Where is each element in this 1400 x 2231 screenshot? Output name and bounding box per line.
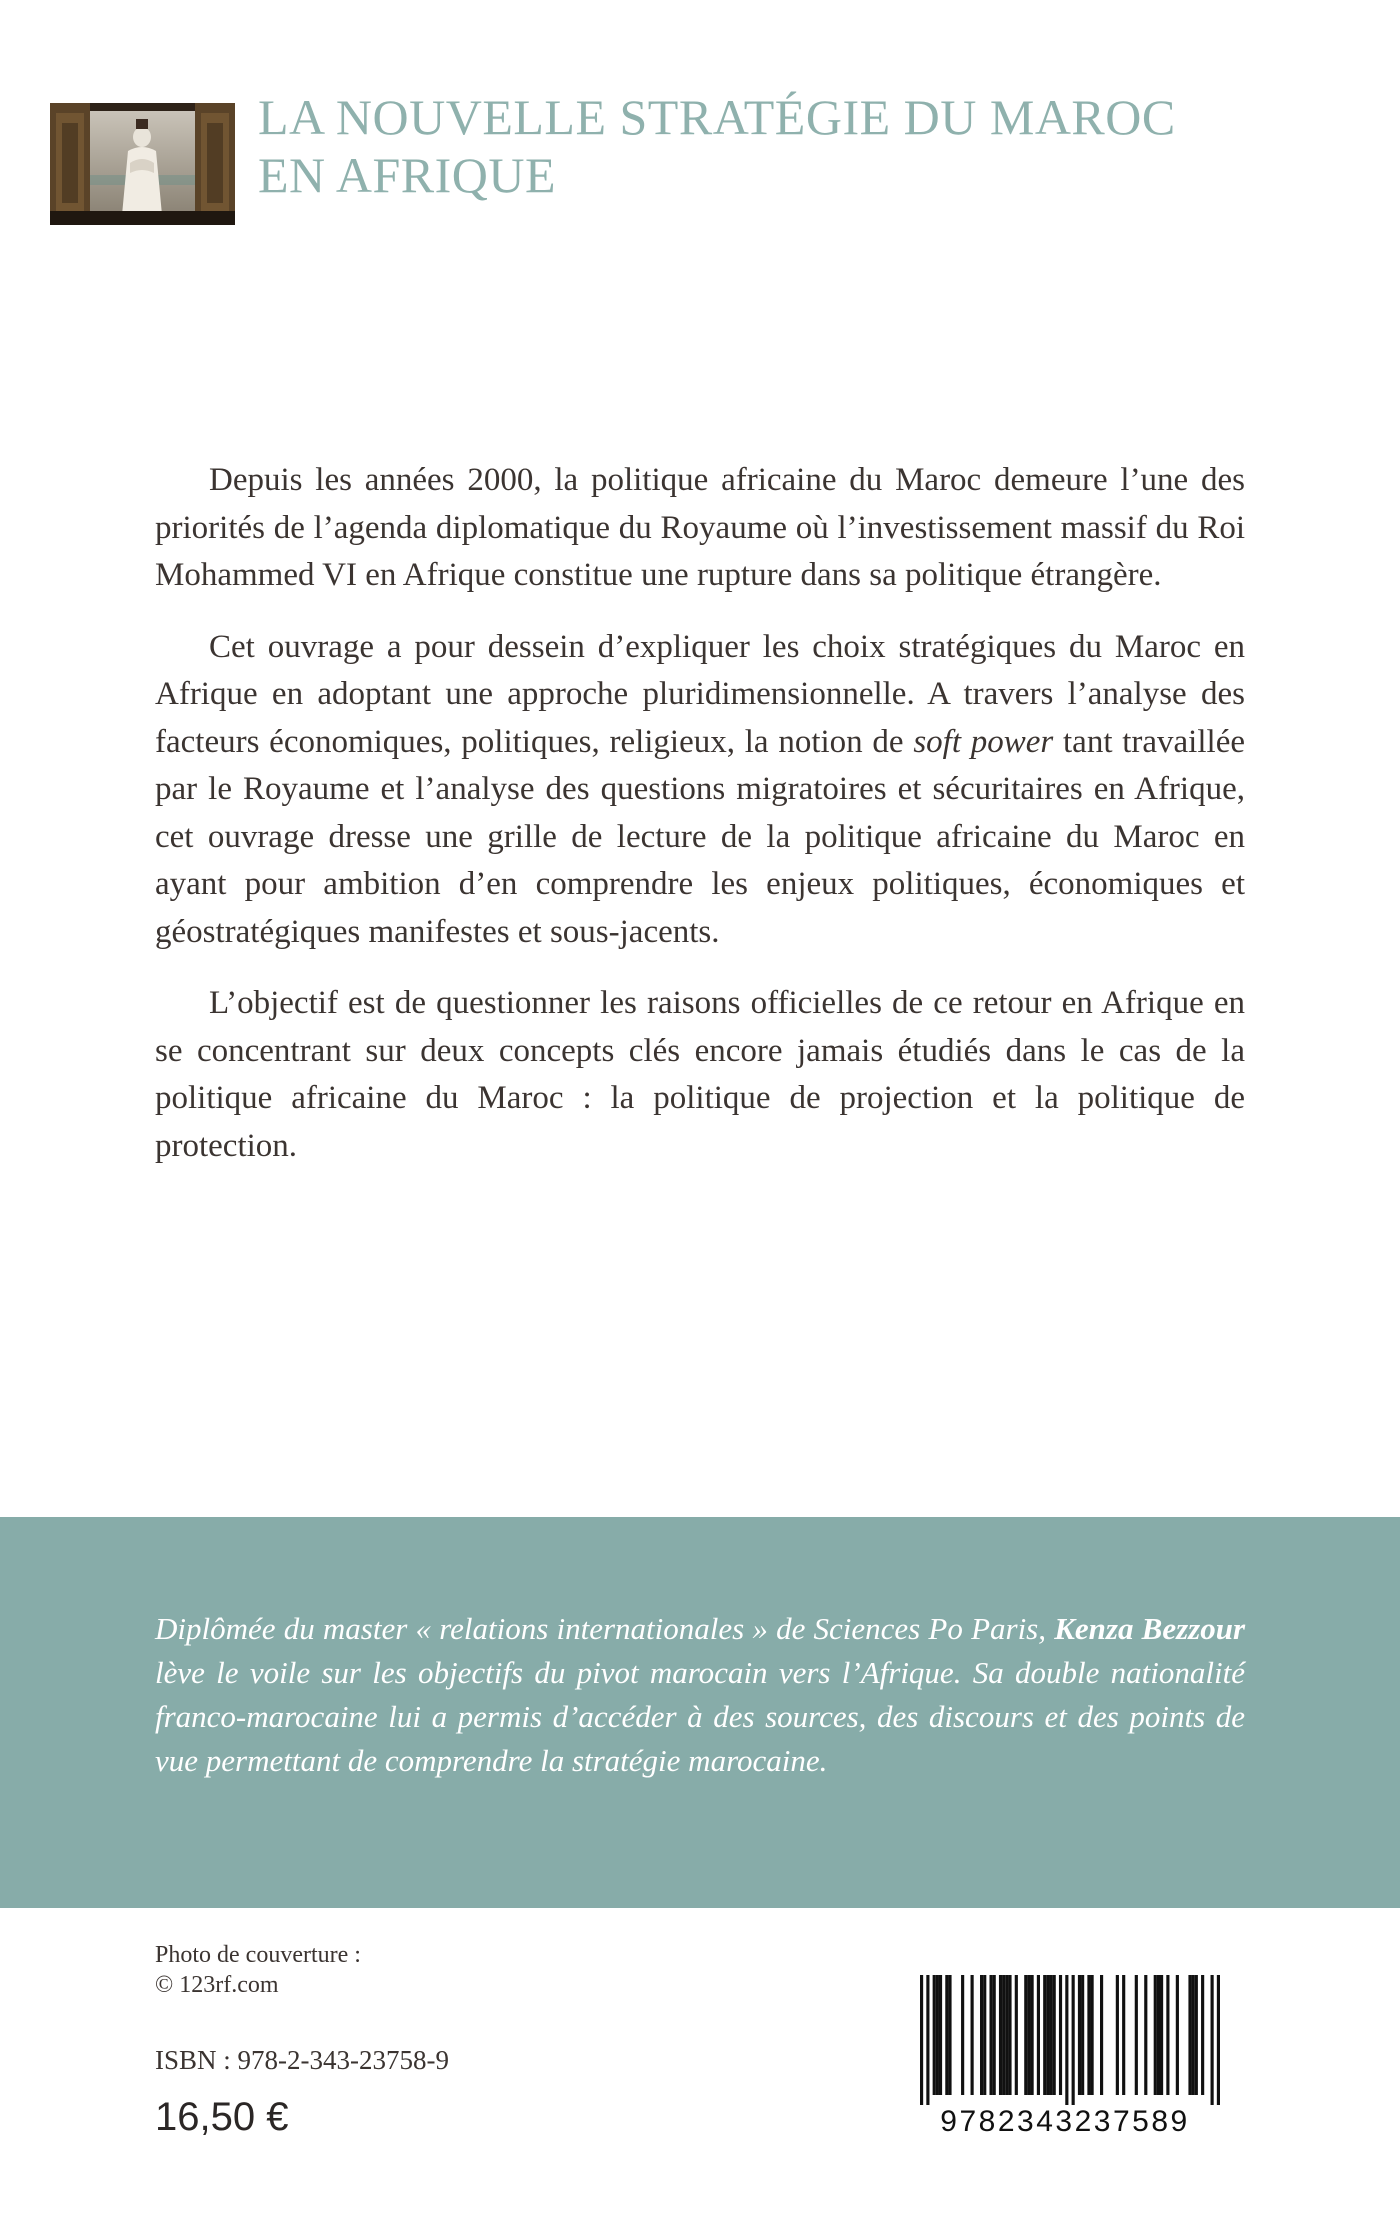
barcode-bar <box>948 1975 951 2095</box>
barcode-bar <box>1059 1975 1062 2095</box>
barcode-bar <box>1002 1975 1005 2095</box>
barcode-bar <box>939 1975 942 2095</box>
cover-photo-icon <box>50 103 235 225</box>
barcode-digits: 9782343237589 <box>940 2105 1190 2135</box>
barcode-bar <box>1217 1975 1220 2105</box>
barcode-bar <box>980 1975 983 2095</box>
barcode-bar <box>1211 1975 1214 2105</box>
barcode-bar <box>1157 1975 1160 2095</box>
barcode-bar <box>1015 1975 1018 2095</box>
barcode-bar <box>1008 1975 1011 2095</box>
barcode-bar <box>1188 1975 1191 2095</box>
barcode-bar <box>1005 1975 1008 2095</box>
barcode-bar <box>993 1975 996 2095</box>
barcode-bar <box>926 1975 929 2105</box>
author-bio <box>155 1607 1245 1783</box>
barcode-bar <box>936 1975 939 2095</box>
barcode-bar <box>1031 1975 1034 2095</box>
barcode-bar <box>1195 1975 1198 2095</box>
barcode-bar <box>989 1975 992 2095</box>
barcode-bar <box>1024 1975 1027 2095</box>
book-title-line-2: EN AFRIQUE <box>258 147 557 203</box>
barcode-bar <box>1176 1975 1179 2095</box>
barcode-bar <box>1160 1975 1163 2095</box>
barcode-bar <box>1065 1975 1068 2105</box>
book-title-line-1: LA NOUVELLE STRATÉGIE DU MAROC <box>258 89 1176 145</box>
summary-paragraph-2 <box>155 624 1245 957</box>
price: 16,50 € <box>155 2095 289 2139</box>
cover-photo-thumbnail <box>50 103 235 225</box>
barcode-bar <box>1144 1975 1147 2095</box>
barcode-bar <box>945 1975 948 2095</box>
barcode-bar <box>1201 1975 1204 2095</box>
barcode-bar <box>1116 1975 1119 2095</box>
barcode-bar <box>1037 1975 1040 2095</box>
barcode-bar <box>1046 1975 1049 2095</box>
barcode-bar <box>999 1975 1002 2095</box>
barcode-bar <box>1078 1975 1081 2095</box>
barcode-bar <box>1072 1975 1075 2105</box>
barcode-bar <box>1049 1975 1052 2095</box>
summary-text <box>155 457 1245 1194</box>
barcode-bar <box>1027 1975 1030 2095</box>
barcode-icon <box>890 1975 1240 2135</box>
author-name: Kenza Bezzour <box>1054 1611 1246 1646</box>
barcode-bar <box>1043 1975 1046 2095</box>
barcode-bar <box>1100 1975 1103 2095</box>
author-bio-part-2: lève le voile sur les objectifs du pivot marocain vers l’Afrique. Sa double nationalité franco-marocaine lui a permis d’accéder à des sources, des discours et des points de vue permettant de comprendre la stratégie marocaine. <box>155 1655 1245 1778</box>
barcode-bar <box>983 1975 986 2095</box>
summary-paragraph-1: Depuis les années 2000, la politique africaine du Maroc demeure l’une des priorités de l’agenda diplomatique du Royaume où l’investissement massif du Roi Mohammed VI en Afrique constitue une rupture dans sa politique étrangère. <box>155 462 1245 593</box>
barcode-bar <box>1081 1975 1084 2095</box>
barcode-bar <box>920 1975 923 2105</box>
barcode-bar <box>1087 1975 1090 2095</box>
barcode-bar <box>961 1975 964 2095</box>
barcode-bar <box>971 1975 974 2095</box>
barcode-bar <box>1135 1975 1138 2095</box>
summary-paragraph-2-part-1: Cet ouvrage a pour dessein d’expliquer les choix stratégiques du Maroc en Afrique en adoptant une approche pluridimensionnelle. A travers l’analyse des facteurs économiques, politiques, religieux, la notion de <box>155 628 1245 760</box>
photo-credit <box>155 1940 361 2000</box>
summary-paragraph-2-part-2: tant travaillée par le Royaume et l’analyse des questions migratoires et sécuritaires en Afrique, cet ouvrage dresse une grille de lecture de la politique africaine du Maroc en ayant pour ambition d’en comprendre les enjeux politiques, économiques et géostratégiques manifestes et sous-jacents. <box>155 723 1245 950</box>
book-title <box>258 88 1338 204</box>
barcode-bar <box>1122 1975 1125 2095</box>
barcode-bar <box>1154 1975 1157 2095</box>
barcode-bar <box>1091 1975 1094 2095</box>
barcode-bar <box>933 1975 936 2095</box>
barcode-bar <box>1053 1975 1056 2095</box>
photo-credit-source: © 123rf.com <box>155 1972 279 1998</box>
isbn: ISBN : 978-2-343-23758-9 <box>155 2045 449 2075</box>
photo-credit-label: Photo de couverture : <box>155 1942 361 1968</box>
barcode-bar <box>1166 1975 1169 2095</box>
soft-power-emphasis: soft power <box>913 723 1054 760</box>
author-bio-part-1: Diplômée du master « relations internationales » de Sciences Po Paris, <box>155 1611 1055 1646</box>
summary-paragraph-3: L’objectif est de questionner les raisons officielles de ce retour en Afrique en se concentrant sur deux concepts clés encore jamais étudiés dans le cas de la politique africaine du Maroc : la politique de projection et la politique de protection. <box>155 985 1245 1164</box>
barcode-bar <box>1192 1975 1195 2095</box>
